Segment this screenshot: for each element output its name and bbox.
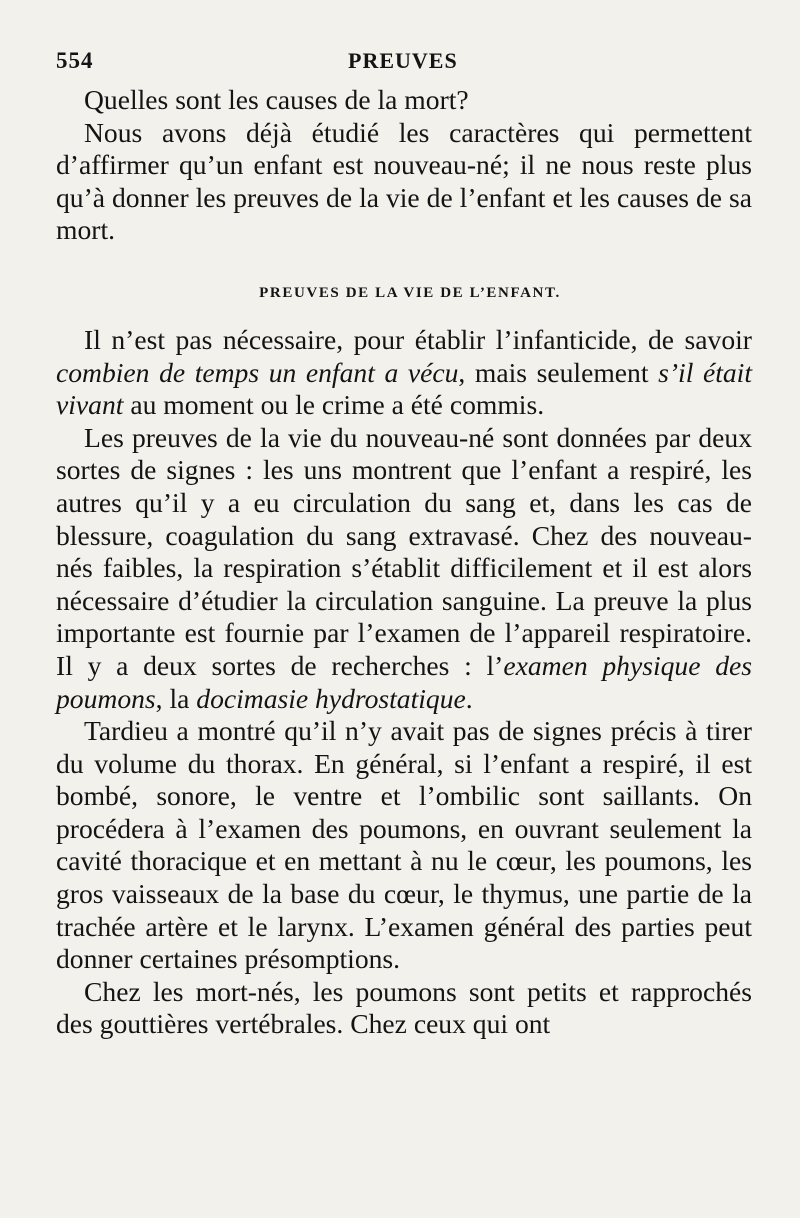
intro-paragraph: Nous avons déjà étudié les caractères qui permettent d’affirmer qu’un enfant est nouveau-né; il ne nous reste plus qu’à donner les preuves de la vie de l’enfant et les causes de sa mort.	[56, 116, 752, 246]
intro-question: Quelles sont les causes de la mort?	[84, 84, 469, 115]
running-head	[56, 44, 752, 82]
paragraph-1-text-c: , mais seulement	[458, 356, 659, 388]
paragraph-2	[56, 422, 752, 715]
paragraph-2-italic-docimasie: docimasie hydrostatique	[196, 682, 466, 714]
paragraph-1-italic-duration: combien de temps un enfant a vécu	[56, 356, 459, 388]
paragraph-1	[56, 324, 752, 422]
page-number: 554	[56, 48, 94, 73]
paragraph-3: Tardieu a montré qu’il n’y avait pas de signes précis à tirer du volume du thorax. En général, si l’enfant a respiré, il est bombé, sonore, le ventre et l’ombilic sont saillants. On procédera à l’examen des poumons, en ouvrant seulement la cavité thoracique et en mettant à nu le cœur, les poumons, les gros vaisseaux de la base du cœur, le thymus, une partie de la trachée artère et le larynx. L’examen général des parties peut donner certaines présomptions.	[56, 715, 752, 975]
paragraph-2-text-a: Les preuves de la vie du nouveau-né sont données par deux sortes de signes : les uns montrent que l’enfant a respiré, les autres qu’il y a eu circulation du sang et, dans les cas de blessure, coagulation du sang extravasé. Chez des nouveau-nés faibles, la respiration s’établit difficilement et il est alors nécessaire d’étudier la circulation sanguine. La preuve la plus importante est fournie par l’examen de l’appareil respiratoire. Il y a deux sortes de recherches : l’	[56, 421, 752, 681]
paragraph-1-text-a: Il n’est pas nécessaire, pour établir l’infanticide, de savoir	[84, 323, 752, 355]
paragraph-2-italic-examen: examen physique des poumons	[56, 649, 752, 714]
section-heading: PREUVES DE LA VIE DE L’ENFANT.	[259, 284, 561, 301]
paragraph-1-text-e: au moment ou le crime a été commis.	[123, 389, 545, 421]
paragraph-4: Chez les mort-nés, les poumons sont petits et rapprochés des gouttières vertébrales. Chez ceux qui ont	[56, 975, 752, 1040]
running-title: PREUVES	[348, 48, 458, 73]
paragraph-2-text-c: , la	[155, 682, 197, 714]
paragraph-2-text-e: .	[465, 682, 473, 714]
paragraph-1-italic-alive: s’il était vivant	[56, 356, 752, 421]
